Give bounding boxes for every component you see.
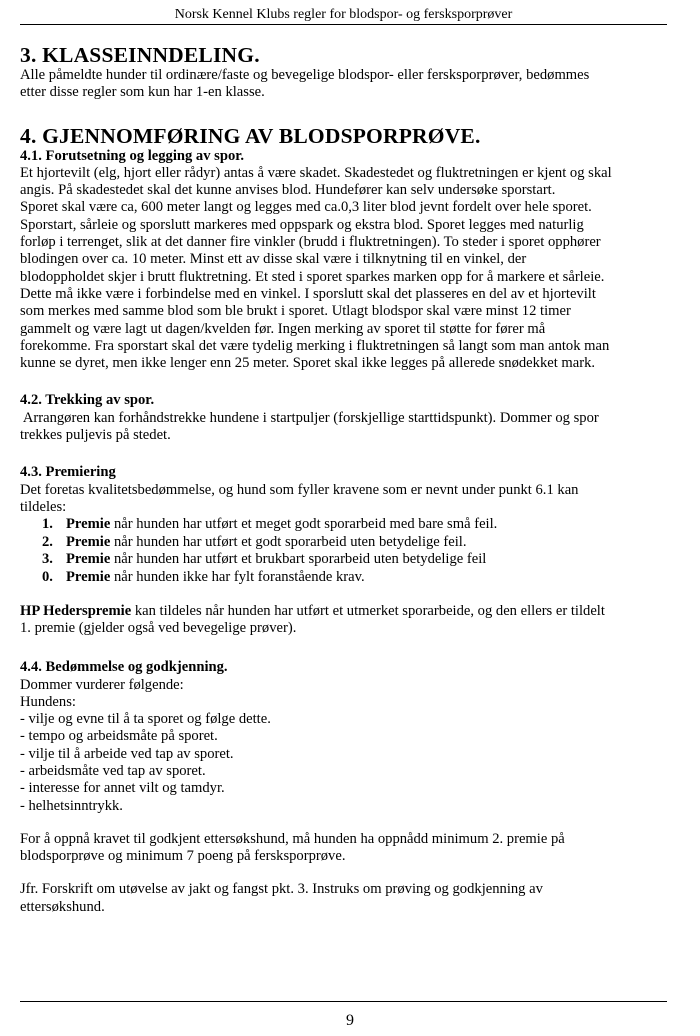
- text-line: Dommer vurderer følgende:: [20, 676, 184, 693]
- text-line: Arrangøren kan forhåndstrekke hundene i startpuljer (forskjellige starttidspunkt). Dommer og spor: [20, 409, 599, 426]
- list-item: [42, 516, 680, 534]
- section-4-3-heading: 4.3. Premiering: [20, 464, 116, 481]
- text-line: Det foretas kvalitetsbedømmelse, og hund som fyller kravene som er nevnt under punkt 6.1 kan: [20, 481, 579, 498]
- text-line: Alle påmeldte hunder til ordinære/faste og bevegelige blodspor- eller fersksporprøver, bedømmes: [20, 67, 590, 83]
- page-content: [20, 43, 680, 916]
- section-3-body: [20, 67, 680, 102]
- section-4-1-body: [20, 165, 680, 373]
- section-4-3-body: [20, 482, 680, 638]
- text-line: etter disse regler som kun har 1-en klasse.: [20, 84, 265, 101]
- section-4-4-heading: 4.4. Bedømmelse og godkjenning.: [20, 659, 228, 676]
- text-line: Et hjortevilt (elg, hjort eller rådyr) antas å være skadet. Skadestedet og fluktretningen er kjent og skal: [20, 164, 612, 181]
- text-line: Hundens:: [20, 693, 76, 710]
- text-line: trekkes puljevis på stedet.: [20, 427, 171, 444]
- text-line: For å oppnå kravet til godkjent ettersøkshund, må hunden ha oppnådd minimum 2. premie på: [20, 830, 565, 847]
- footer-rule: [20, 1001, 667, 1002]
- section-3-heading: 3. KLASSEINNDELING.: [20, 43, 260, 67]
- text-line: blodoppholdet skjer i brutt fluktretning. Et sted i sporet sparkes marken opp for å markere et sårleie.: [20, 268, 605, 285]
- text-line: Sporstart, sårleie og sporslutt markeres med oppspark og ekstra blod. Sporet legges med naturlig: [20, 216, 584, 233]
- section-4-1-heading: 4.1. Forutsetning og legging av spor.: [20, 147, 245, 164]
- page-number: 9: [346, 1012, 354, 1029]
- section-4-2-body: [20, 410, 680, 445]
- item-number: 3.: [42, 551, 53, 568]
- list-item: [42, 569, 680, 587]
- section-4-4-body: [20, 677, 680, 917]
- section-4-heading: 4. GJENNOMFØRING AV BLODSPORPRØVE.: [20, 123, 481, 148]
- text-line: Sporet skal være ca, 600 meter langt og legges med ca.0,3 liter blod jevnt fordelt over hele sporet.: [20, 199, 592, 216]
- list-item: [42, 551, 680, 569]
- text-line: - helhetsinntrykk.: [20, 797, 123, 814]
- text-line: forekomme. Fra sporstart skal det være tydelig merking i fluktretningen så langt som man antok man: [20, 337, 610, 354]
- section-4-2-heading: 4.2. Trekking av spor.: [20, 392, 155, 409]
- item-number: 2.: [42, 533, 53, 550]
- item-text: når hunden ikke har fylt foranstående krav.: [110, 569, 365, 586]
- text-line: blodingen over ca. 10 meter. Minst ett av disse skal være i tilknytning til en vinkel, der: [20, 251, 527, 268]
- item-keyword: Premie: [66, 569, 111, 586]
- premie-list: [20, 516, 680, 586]
- text-line: - tempo og arbeidsmåte på sporet.: [20, 728, 218, 745]
- item-number: 0.: [42, 569, 53, 586]
- text-line: ettersøkshund.: [20, 898, 105, 915]
- text-line: forløp i terrenget, slik at det danner fire vinkler (brudd i fluktretningen). To steder i sporet opphører: [20, 234, 601, 251]
- item-number: 1.: [42, 516, 53, 533]
- item-keyword: Premie: [66, 551, 111, 568]
- item-keyword: Premie: [66, 533, 111, 550]
- text-line: gammelt og være lagt ut dagen/kvelden før. Ingen merking av sporet til støtte for fører må: [20, 320, 546, 337]
- text-line: 1. premie (gjelder også ved bevegelige prøver).: [20, 619, 297, 636]
- text-line: blodsporprøve og minimum 7 poeng på fersksporprøve.: [20, 848, 346, 865]
- item-text: når hunden har utført et meget godt sporarbeid med bare små feil.: [110, 516, 498, 533]
- text-line: - interesse for annet vilt og tamdyr.: [20, 780, 225, 797]
- text-line: Jfr. Forskrift om utøvelse av jakt og fangst pkt. 3. Instruks om prøving og godkjenning av: [20, 881, 543, 898]
- text-line: - vilje til å arbeide ved tap av sporet.: [20, 745, 234, 762]
- text-line: Dette må ikke være i forbindelse med en vinkel. I sporslutt skal det plasseres en del av et hjortevilt: [20, 285, 596, 302]
- item-keyword: Premie: [66, 516, 111, 533]
- item-text: når hunden har utført et brukbart sporarbeid uten betydelige feil: [110, 551, 487, 568]
- text-line: kunne se dyret, men ikke lenger enn 25 meter. Sporet skal ikke legges på allerede snødekket mark.: [20, 355, 596, 372]
- hp-paragraph: [20, 603, 680, 620]
- hp-text: kan tildeles når hunden har utført et utmerket sporarbeide, og den ellers er tildelt: [131, 602, 605, 619]
- running-header: Norsk Kennel Klubs regler for blodspor- og fersksporprøver: [20, 6, 667, 25]
- text-line: som merkes med samme blod som ble brukt i sporet. Utlagt blodspor skal være minst 12 timer: [20, 303, 571, 320]
- text-line: angis. På skadestedet skal det kunne anvises blod. Hundefører kan selv undersøke sporstart.: [20, 182, 556, 199]
- item-text: når hunden har utført et godt sporarbeid uten betydelige feil.: [110, 533, 467, 550]
- list-item: [42, 534, 680, 552]
- text-line: - arbeidsmåte ved tap av sporet.: [20, 762, 206, 779]
- hp-keyword: HP Hederspremie: [20, 602, 132, 619]
- text-line: tildeles:: [20, 498, 67, 515]
- text-line: - vilje og evne til å ta sporet og følge dette.: [20, 711, 271, 728]
